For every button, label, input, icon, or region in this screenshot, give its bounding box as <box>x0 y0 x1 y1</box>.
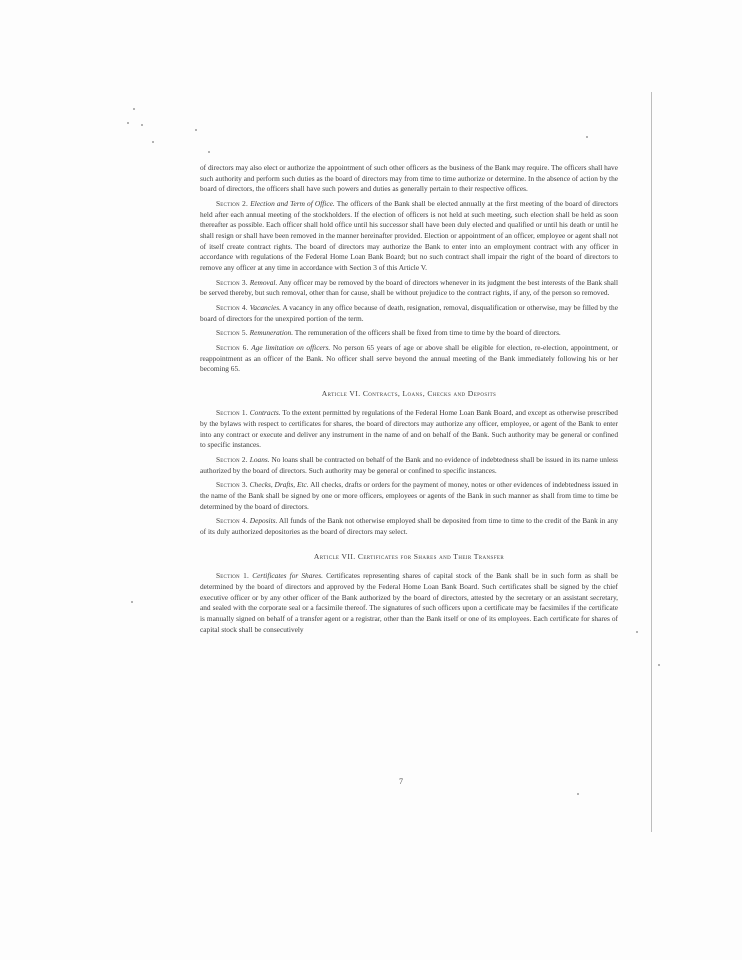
section-label: Section 4. <box>216 302 248 312</box>
section-title: Checks, Drafts, Etc. <box>249 480 309 490</box>
section-label: Section 2. <box>216 198 249 208</box>
section-label: Section 5. <box>216 328 248 338</box>
section-label: Section 3. <box>216 480 248 490</box>
section-paragraph <box>200 328 618 339</box>
section-paragraph <box>200 408 618 451</box>
scan-speck <box>586 136 588 138</box>
section-title: Age limitation on officers. <box>251 342 331 352</box>
scan-speck <box>636 631 638 633</box>
scan-speck <box>141 124 143 126</box>
section-label: Section 6. <box>216 342 249 352</box>
section-text: To the extent permitted by regulations of the Federal Home Loan Bank Board, and except as otherwise prescribed by the bylaws with respect to certificates for shares, the board of directors may authorize any officer, employee, or agent of the Bank to enter into any contract or execute and deliver any instrument in the name of and on behalf of the Bank. Such authority may be general or confined to specific instances. <box>200 408 618 450</box>
section-paragraph <box>200 516 618 537</box>
section-text: A vacancy in any office because of death, resignation, removal, disqualification or otherwise, may be filled by the board of directors for the unexpired portion of the term. <box>200 302 618 323</box>
section-title: Removal. <box>249 277 278 287</box>
section-title: Deposits. <box>249 516 278 526</box>
section-text: Certificates representing shares of capital stock of the Bank shall be in such form as shall be determined by the board of directors and approved by the Federal Home Loan Bank Board. Such certificates shall be signed by the chief executive officer or by any other officer of the Bank authorized by the board of directors, attested by the secretary or an assistant secretary, and sealed with the corporate seal or a facsimile thereof. The signatures of such officers upon a certificate may be facsimiles if the certificate is manually signed on behalf of a transfer agent or a registrar, other than the Bank itself or one of its employees. Each certificate for shares of capital stock shall be consecutively <box>200 571 618 634</box>
section-title: Loans. <box>249 455 270 465</box>
section-paragraph <box>200 343 618 375</box>
section-paragraph <box>200 480 618 512</box>
article-heading: Article VI. Contracts, Loans, Checks and Deposits <box>321 388 497 398</box>
scan-speck <box>133 108 135 110</box>
section-paragraph <box>200 199 618 274</box>
page-number: 7 <box>399 777 403 786</box>
section-paragraph <box>200 303 618 324</box>
scan-speck <box>131 601 133 603</box>
section-text: The remuneration of the officers shall be fixed from time to time by the board of directors. <box>294 328 561 338</box>
section-text: All funds of the Bank not otherwise employed shall be deposited from time to time to the credit of the Bank in any of its duly authorized depositories as the board of directors may select. <box>200 516 618 537</box>
scan-speck <box>195 129 197 131</box>
section-label: Section 1. <box>216 408 248 418</box>
section-title: Remuneration. <box>249 328 294 338</box>
scan-speck <box>658 664 660 666</box>
section-text: Any officer may be removed by the board of directors whenever in its judgment the best interests of the Bank shall be served thereby, but such removal, other than for cause, shall be without prejudice to the contract rights, if any, of the person so removed. <box>200 277 618 298</box>
section-title: Contracts. <box>249 408 281 418</box>
article-heading: Article VII. Certificates for Shares and Their Transfer <box>313 551 505 561</box>
section-paragraph <box>200 278 618 299</box>
section-text: All checks, drafts or orders for the payment of money, notes or other evidences of indebtedness issued in the name of the Bank shall be signed by one or more officers, employees or agents of the Bank in such manner as shall from time to time be determined by the board of directors. <box>200 480 619 511</box>
scan-speck <box>577 793 579 795</box>
scan-speck <box>208 151 210 153</box>
section-text: No person 65 years of age or above shall be eligible for election, re-election, appointment, or reappointment as an officer of the Bank. No officer shall serve beyond the annual meeting of the Bank immediately following his or her becoming 65. <box>200 342 619 374</box>
section-text: No loans shall be contracted on behalf of the Bank and no evidence of indebtedness shall be issued in its name unless authorized by the board of directors. Such authority may be general or confined to specific instances. <box>200 455 618 475</box>
section-title: Certificates for Shares. <box>252 571 323 581</box>
section-paragraph <box>200 571 618 635</box>
scan-edge-line <box>651 92 652 832</box>
section-title: Election and Term of Office. <box>250 198 335 208</box>
section-label: Section 4. <box>216 516 248 526</box>
scan-speck <box>152 141 154 143</box>
section-text: The officers of the Bank shall be elected annually at the first meeting of the board of directors held after each annual meeting of the stockholders. If the election of officers is not held at such meeting, such election shall be held as soon thereafter as possible. Each officer shall hold office until his successor shall have been duly elected and qualified or until his death or until he shall resign or shall have been removed in the manner hereinafter provided. Election or appointment of an officer, employee or agent shall not of itself create contract rights. The board of directors may authorize the Bank to enter into an employment contract with any officer in accordance with regulations of the Federal Home Loan Bank Board; but no such contract shall impair the right of the board of directors to remove any officer at any time in accordance with Section 3 of this Article V. <box>200 198 618 272</box>
document-body <box>200 163 618 639</box>
section-label: Section 2. <box>216 455 248 465</box>
scan-speck <box>127 122 129 124</box>
intro-paragraph: of directors may also elect or authorize the appointment of such other officers as the business of the Bank may require. The officers shall have such authority and perform such duties as the board of directors may from time to time authorize or determine. In the absence of action by the board of directors, the officers shall have such powers and duties as generally pertain to their respective offices. <box>200 163 618 194</box>
section-label: Section 1. <box>216 571 250 581</box>
section-paragraph <box>200 455 618 476</box>
section-title: Vacancies. <box>249 302 281 312</box>
section-label: Section 3. <box>216 277 248 287</box>
